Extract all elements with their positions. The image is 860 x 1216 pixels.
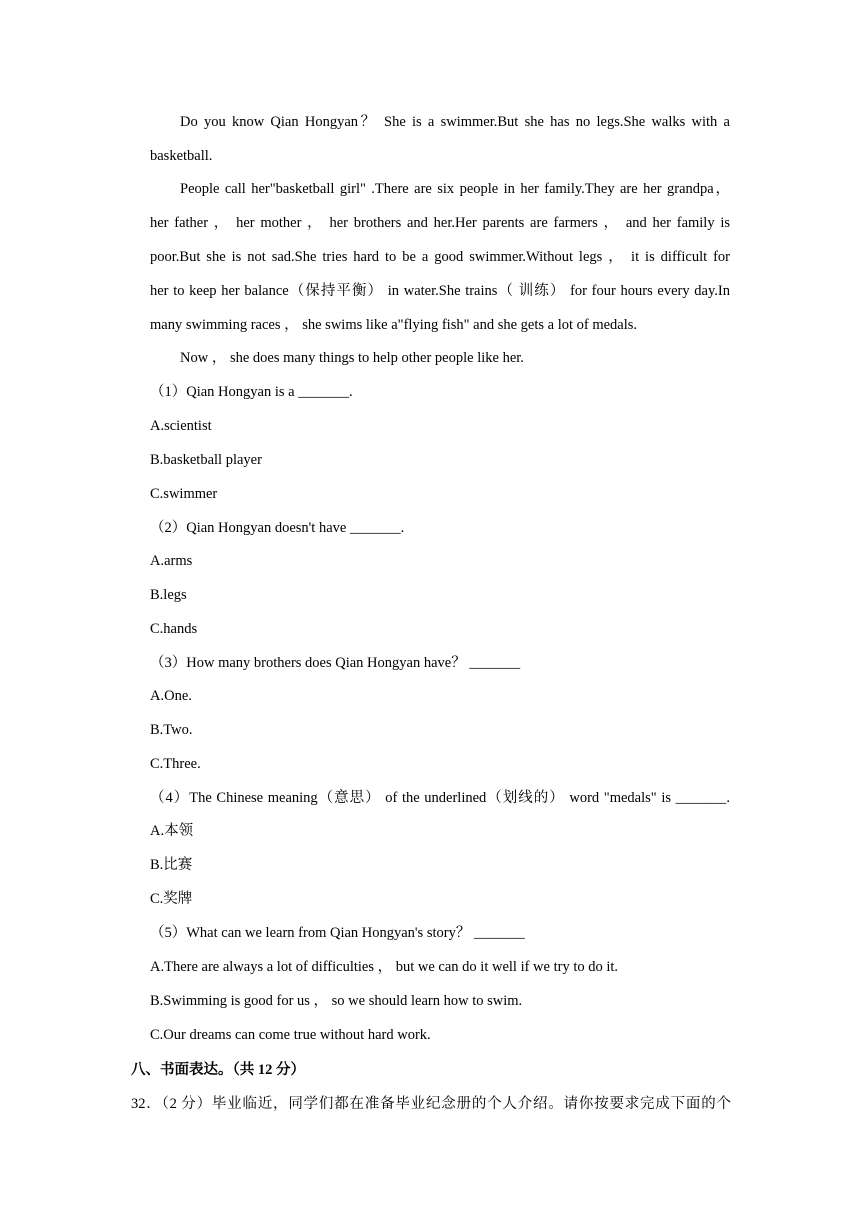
option-c: C.Three.: [150, 756, 201, 772]
option-b: B.Two.: [150, 722, 193, 738]
option-a: A.本领: [150, 823, 194, 839]
passage-line: her father ， her mother ， her brothers and her.Her parents are farmers ， and her family is: [150, 215, 730, 231]
passage-line: her to keep her balance（保持平衡） in water.She trains（ 训练） for four hours every day.In: [150, 283, 730, 299]
option-c: C.Our dreams can come true without hard work.: [150, 1027, 431, 1043]
passage-line: Do you know Qian Hongyan？ She is a swimmer.But she has no legs.She walks with a: [180, 114, 730, 130]
question-stem: （1）Qian Hongyan is a _______.: [150, 384, 353, 400]
option-a: A.arms: [150, 553, 193, 569]
option-c: C.hands: [150, 621, 198, 637]
section-heading: 八、书面表达。（共 12 分）: [131, 1062, 305, 1078]
question-stem: （4）The Chinese meaning（意思） of the underlined（划线的） word "medals" is _______.: [150, 790, 730, 806]
option-b: B.比赛: [150, 857, 193, 873]
option-a: A.There are always a lot of difficulties ， but we can do it well if we try to do it.: [150, 959, 619, 975]
option-b: B.basketball player: [150, 452, 262, 468]
option-a: A.scientist: [150, 418, 212, 434]
option-c: C.swimmer: [150, 486, 218, 502]
option-b: B.legs: [150, 587, 187, 603]
passage-line: basketball.: [150, 148, 213, 164]
passage-line: poor.But she is not sad.She tries hard to be a good swimmer.Without legs ， it is difficult for: [150, 249, 730, 265]
option-a: A.One.: [150, 688, 192, 704]
question-stem: （5）What can we learn from Qian Hongyan's story？ _______: [150, 925, 525, 941]
passage-line: Now ， she does many things to help other people like her.: [180, 350, 524, 366]
passage-line: People call her"basketball girl" .There are six people in her family.They are her grandpa，: [180, 181, 730, 197]
question-stem: （3）How many brothers does Qian Hongyan have？ _______: [150, 655, 521, 671]
question-stem: （2）Qian Hongyan doesn't have _______.: [150, 520, 405, 536]
question-32: 32．（2 分）毕业临近，同学们都在准备毕业纪念册的个人介绍。请你按要求完成下面的个: [131, 1096, 731, 1112]
option-c: C.奖牌: [150, 891, 193, 907]
option-b: B.Swimming is good for us ， so we should learn how to swim.: [150, 993, 523, 1009]
passage-line: many swimming races ， she swims like a"flying fish" and she gets a lot of medals.: [150, 317, 638, 333]
